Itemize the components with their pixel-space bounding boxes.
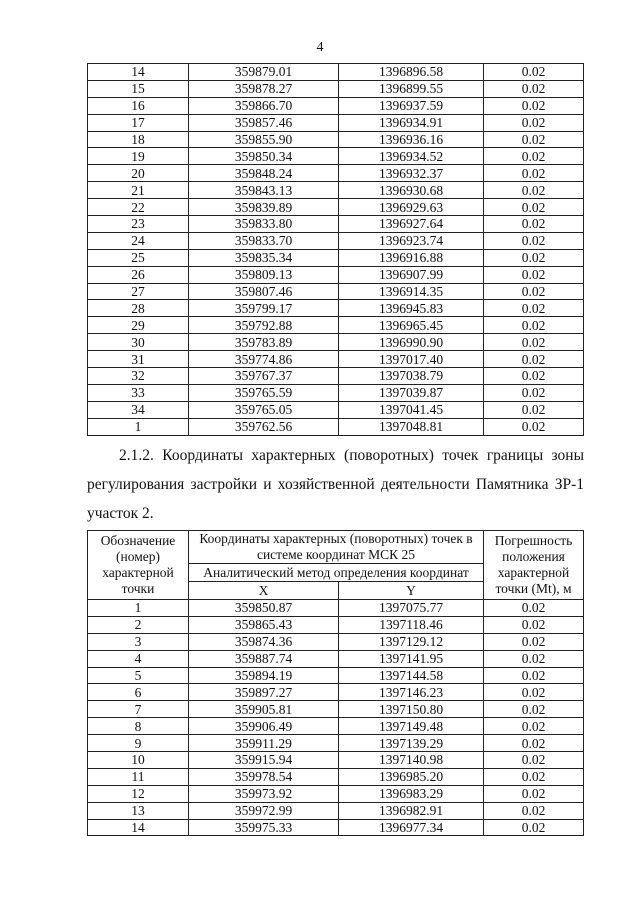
y-coordinate: 1396930.68 [339, 182, 484, 199]
error-value: 0.02 [484, 97, 584, 114]
error-value: 0.02 [484, 384, 584, 401]
x-coordinate: 359866.70 [189, 97, 339, 114]
error-value: 0.02 [484, 148, 584, 165]
table-row [88, 785, 584, 802]
table-row [88, 266, 584, 283]
point-number: 9 [88, 735, 189, 752]
error-value: 0.02 [484, 667, 584, 684]
y-coordinate: 1396983.29 [339, 785, 484, 802]
error-value: 0.02 [484, 650, 584, 667]
y-coordinate: 1396899.55 [339, 80, 484, 97]
x-coordinate: 359807.46 [189, 283, 339, 300]
error-value: 0.02 [484, 802, 584, 819]
point-number: 10 [88, 752, 189, 769]
section-heading-line-3: участок 2. [87, 505, 154, 522]
x-coordinate: 359874.36 [189, 633, 339, 650]
table-row [88, 368, 584, 385]
error-value: 0.02 [484, 600, 584, 617]
error-value: 0.02 [484, 768, 584, 785]
y-coordinate: 1396990.90 [339, 334, 484, 351]
y-coordinate: 1396934.52 [339, 148, 484, 165]
point-number: 21 [88, 182, 189, 199]
table-row [88, 616, 584, 633]
table-row [88, 317, 584, 334]
y-coordinate: 1396934.91 [339, 114, 484, 131]
point-number: 1 [88, 600, 189, 617]
header-designation: Обозначение (номер) характерной точки [88, 531, 189, 600]
point-number: 15 [88, 80, 189, 97]
error-value: 0.02 [484, 232, 584, 249]
table-row [88, 351, 584, 368]
error-value: 0.02 [484, 266, 584, 283]
point-number: 14 [88, 64, 189, 81]
table-row [88, 131, 584, 148]
y-coordinate: 1397075.77 [339, 600, 484, 617]
y-coordinate: 1396965.45 [339, 317, 484, 334]
point-number: 13 [88, 802, 189, 819]
x-coordinate: 359799.17 [189, 300, 339, 317]
section-heading [87, 441, 584, 528]
point-number: 32 [88, 368, 189, 385]
error-value: 0.02 [484, 334, 584, 351]
table-row [88, 334, 584, 351]
x-coordinate: 359972.99 [189, 802, 339, 819]
table-row [88, 802, 584, 819]
table-row [88, 182, 584, 199]
y-coordinate: 1396932.37 [339, 165, 484, 182]
point-number: 30 [88, 334, 189, 351]
x-coordinate: 359774.86 [189, 351, 339, 368]
table-row [88, 165, 584, 182]
table-row [88, 819, 584, 836]
section-heading-line-1: 2.1.2. Координаты характерных (поворотных) точек границы зоны [119, 447, 584, 464]
point-number: 19 [88, 148, 189, 165]
point-number: 27 [88, 283, 189, 300]
x-coordinate: 359905.81 [189, 701, 339, 718]
section-heading-line-2: регулирования застройки и хозяйственной деятельности Памятника ЗР-1 [87, 476, 584, 493]
table-row [88, 300, 584, 317]
table-row [88, 650, 584, 667]
coordinates-table-body [88, 600, 584, 836]
point-number: 17 [88, 114, 189, 131]
x-coordinate: 359855.90 [189, 131, 339, 148]
y-coordinate: 1397118.46 [339, 616, 484, 633]
table-row [88, 684, 584, 701]
y-coordinate: 1396896.58 [339, 64, 484, 81]
y-coordinate: 1397149.48 [339, 718, 484, 735]
point-number: 2 [88, 616, 189, 633]
header-x: X [189, 582, 339, 600]
y-coordinate: 1396937.59 [339, 97, 484, 114]
y-coordinate: 1397146.23 [339, 684, 484, 701]
table-row [88, 384, 584, 401]
x-coordinate: 359894.19 [189, 667, 339, 684]
x-coordinate: 359835.34 [189, 249, 339, 266]
point-number: 14 [88, 819, 189, 836]
y-coordinate: 1397038.79 [339, 368, 484, 385]
point-number: 3 [88, 633, 189, 650]
error-value: 0.02 [484, 418, 584, 435]
y-coordinate: 1397048.81 [339, 418, 484, 435]
point-number: 4 [88, 650, 189, 667]
error-value: 0.02 [484, 131, 584, 148]
error-value: 0.02 [484, 368, 584, 385]
table-row [88, 600, 584, 617]
point-number: 18 [88, 131, 189, 148]
x-coordinate: 359915.94 [189, 752, 339, 769]
error-value: 0.02 [484, 701, 584, 718]
table-row [88, 667, 584, 684]
error-value: 0.02 [484, 216, 584, 233]
y-coordinate: 1396985.20 [339, 768, 484, 785]
error-value: 0.02 [484, 300, 584, 317]
x-coordinate: 359878.27 [189, 80, 339, 97]
y-coordinate: 1397139.29 [339, 735, 484, 752]
table-row [88, 752, 584, 769]
table-row [88, 114, 584, 131]
x-coordinate: 359765.05 [189, 401, 339, 418]
table-row [88, 97, 584, 114]
x-coordinate: 359848.24 [189, 165, 339, 182]
x-coordinate: 359762.56 [189, 418, 339, 435]
table-row [88, 64, 584, 81]
x-coordinate: 359792.88 [189, 317, 339, 334]
point-number: 5 [88, 667, 189, 684]
error-value: 0.02 [484, 819, 584, 836]
x-coordinate: 359897.27 [189, 684, 339, 701]
y-coordinate: 1396914.35 [339, 283, 484, 300]
error-value: 0.02 [484, 616, 584, 633]
point-number: 8 [88, 718, 189, 735]
table-row [88, 701, 584, 718]
point-number: 11 [88, 768, 189, 785]
error-value: 0.02 [484, 165, 584, 182]
table-row [88, 735, 584, 752]
x-coordinate: 359843.13 [189, 182, 339, 199]
point-number: 20 [88, 165, 189, 182]
header-y: Y [339, 582, 484, 600]
x-coordinate: 359839.89 [189, 199, 339, 216]
error-value: 0.02 [484, 684, 584, 701]
error-value: 0.02 [484, 351, 584, 368]
y-coordinate: 1397041.45 [339, 401, 484, 418]
x-coordinate: 359850.34 [189, 148, 339, 165]
y-coordinate: 1397144.58 [339, 667, 484, 684]
point-number: 16 [88, 97, 189, 114]
error-value: 0.02 [484, 752, 584, 769]
y-coordinate: 1396945.83 [339, 300, 484, 317]
x-coordinate: 359879.01 [189, 64, 339, 81]
error-value: 0.02 [484, 401, 584, 418]
error-value: 0.02 [484, 114, 584, 131]
header-method: Аналитический метод определения координат [189, 564, 484, 582]
x-coordinate: 359973.92 [189, 785, 339, 802]
y-coordinate: 1397039.87 [339, 384, 484, 401]
y-coordinate: 1397141.95 [339, 650, 484, 667]
point-number: 7 [88, 701, 189, 718]
table-row [88, 232, 584, 249]
y-coordinate: 1396929.63 [339, 199, 484, 216]
y-coordinate: 1397140.98 [339, 752, 484, 769]
x-coordinate: 359911.29 [189, 735, 339, 752]
x-coordinate: 359809.13 [189, 266, 339, 283]
x-coordinate: 359865.43 [189, 616, 339, 633]
table-row [88, 199, 584, 216]
point-number: 25 [88, 249, 189, 266]
error-value: 0.02 [484, 199, 584, 216]
y-coordinate: 1396936.16 [339, 131, 484, 148]
y-coordinate: 1396982.91 [339, 802, 484, 819]
point-number: 22 [88, 199, 189, 216]
table-row [88, 401, 584, 418]
error-value: 0.02 [484, 718, 584, 735]
point-number: 6 [88, 684, 189, 701]
point-number: 12 [88, 785, 189, 802]
point-number: 33 [88, 384, 189, 401]
coordinates-table-continued [87, 63, 584, 436]
error-value: 0.02 [484, 735, 584, 752]
x-coordinate: 359850.87 [189, 600, 339, 617]
error-value: 0.02 [484, 182, 584, 199]
y-coordinate: 1396977.34 [339, 819, 484, 836]
coordinates-table-body [88, 64, 584, 436]
y-coordinate: 1397017.40 [339, 351, 484, 368]
table-header [88, 531, 584, 600]
header-error: Погрешность положения характерной точки (Mt), м [484, 531, 584, 600]
point-number: 31 [88, 351, 189, 368]
error-value: 0.02 [484, 317, 584, 334]
y-coordinate: 1397150.80 [339, 701, 484, 718]
x-coordinate: 359978.54 [189, 768, 339, 785]
point-number: 1 [88, 418, 189, 435]
error-value: 0.02 [484, 633, 584, 650]
y-coordinate: 1396916.88 [339, 249, 484, 266]
table-row [88, 148, 584, 165]
x-coordinate: 359887.74 [189, 650, 339, 667]
point-number: 28 [88, 300, 189, 317]
table-row [88, 249, 584, 266]
error-value: 0.02 [484, 64, 584, 81]
table-row [88, 80, 584, 97]
y-coordinate: 1396927.64 [339, 216, 484, 233]
point-number: 29 [88, 317, 189, 334]
point-number: 23 [88, 216, 189, 233]
x-coordinate: 359857.46 [189, 114, 339, 131]
table-row [88, 718, 584, 735]
x-coordinate: 359833.70 [189, 232, 339, 249]
x-coordinate: 359975.33 [189, 819, 339, 836]
error-value: 0.02 [484, 785, 584, 802]
page-number: 4 [316, 40, 324, 55]
point-number: 24 [88, 232, 189, 249]
error-value: 0.02 [484, 283, 584, 300]
error-value: 0.02 [484, 80, 584, 97]
error-value: 0.02 [484, 249, 584, 266]
table-row [88, 283, 584, 300]
x-coordinate: 359765.59 [189, 384, 339, 401]
x-coordinate: 359906.49 [189, 718, 339, 735]
table-row [88, 633, 584, 650]
x-coordinate: 359767.37 [189, 368, 339, 385]
y-coordinate: 1396923.74 [339, 232, 484, 249]
y-coordinate: 1396907.99 [339, 266, 484, 283]
table-row [88, 768, 584, 785]
x-coordinate: 359833.80 [189, 216, 339, 233]
coordinates-table-zone-2 [87, 530, 584, 836]
y-coordinate: 1397129.12 [339, 633, 484, 650]
table-row [88, 216, 584, 233]
x-coordinate: 359783.89 [189, 334, 339, 351]
table-row [88, 418, 584, 435]
point-number: 34 [88, 401, 189, 418]
header-coordinates: Координаты характерных (поворотных) точек в системе координат МСК 25 [189, 531, 484, 564]
point-number: 26 [88, 266, 189, 283]
